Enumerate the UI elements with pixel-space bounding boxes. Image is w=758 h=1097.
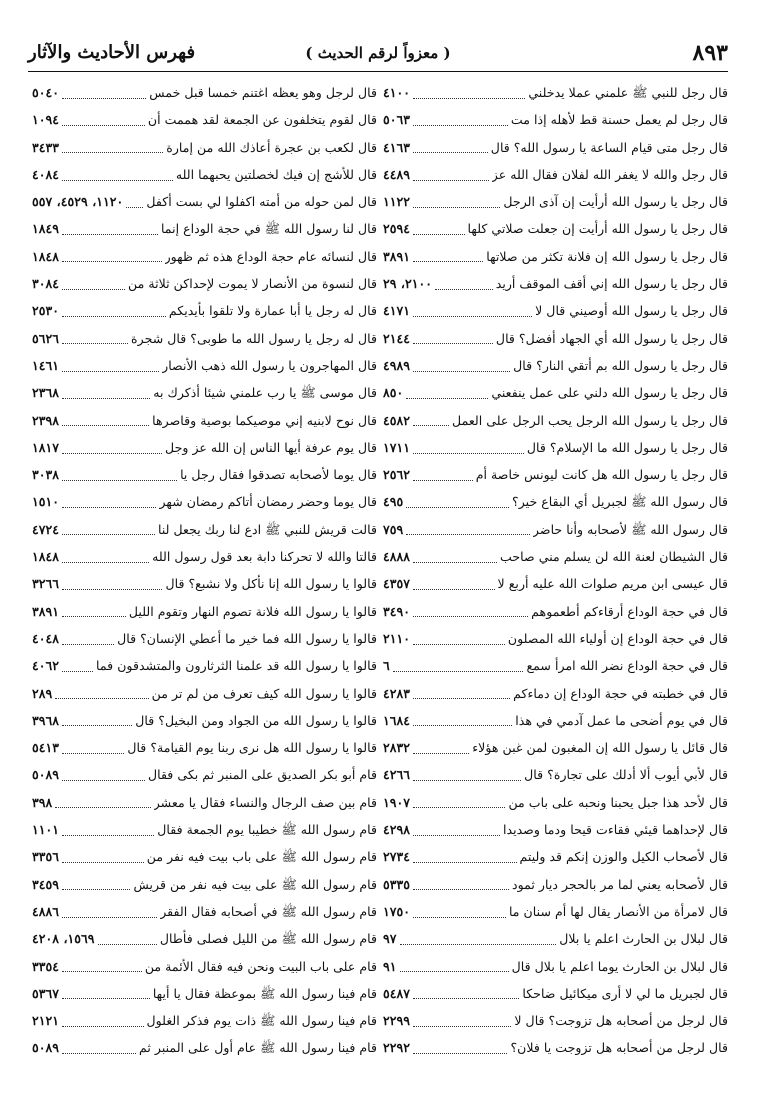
- hadith-number: ٤٢٨٣: [383, 685, 411, 701]
- hadith-number: ٣٤٩٠: [383, 603, 411, 619]
- hadith-number: ٢١٢١: [32, 1013, 60, 1029]
- index-entry: [383, 570, 728, 597]
- entry-text: قال رجل يا رسول الله الرجل يحب الرجل على العمل: [452, 412, 728, 428]
- entry-text: قال له رجل يا رسول الله ما طوبى؟ قال شجرة: [131, 330, 377, 346]
- entry-text: قال رجل والله لا يغفر الله لفلان فقال الله عز: [491, 166, 728, 182]
- entry-text: قام رسول الله ﷺ من الليل فصلى فأطال: [159, 931, 377, 947]
- entry-text: قال في حجة الوداع إن أولياء الله المصلون: [507, 630, 728, 646]
- leader-dots: [62, 970, 142, 972]
- leader-dots: [413, 615, 528, 617]
- hadith-number: ٣٠٨٤: [32, 276, 60, 292]
- leader-dots: [62, 288, 125, 290]
- index-entry: [32, 980, 377, 1007]
- hadith-number: ٢١٤٤: [383, 330, 411, 346]
- entry-text: قال رجل يا رسول الله أوصيني قال لا: [535, 303, 728, 319]
- hadith-number: ١٤٦١: [32, 357, 60, 373]
- hadith-number: ٣٠٣٨: [32, 467, 60, 483]
- index-entry: [32, 243, 377, 270]
- left-column: [32, 79, 377, 1062]
- index-entry: [383, 543, 728, 570]
- index-entry: [383, 761, 728, 788]
- hadith-number: ٤٩٨٩: [383, 357, 411, 373]
- leader-dots: [413, 233, 464, 235]
- index-entry: [32, 297, 377, 324]
- hadith-number: ٨٥٠: [383, 385, 404, 401]
- index-entry: [383, 625, 728, 652]
- index-entry: [32, 79, 377, 106]
- entry-text: قام فينا رسول الله ﷺ ذات يوم فذكر الغلول: [146, 1013, 377, 1029]
- hadith-number: ٢٢٩٩: [383, 1013, 411, 1029]
- leader-dots: [62, 315, 166, 317]
- leader-dots: [62, 179, 173, 181]
- hadith-number: ٥٤١٣: [32, 740, 60, 756]
- entry-text: قال رجل يا رسول الله إن فلانة تكثر من صلاتها: [486, 248, 728, 264]
- entry-text: قالتا والله لا تحركنا دابة بعد قول رسول الله: [152, 549, 377, 565]
- index-entry: [32, 789, 377, 816]
- hadith-number: ٢٧٣٤: [383, 849, 411, 865]
- leader-dots: [413, 997, 519, 999]
- leader-dots: [413, 370, 510, 372]
- index-entry: [383, 898, 728, 925]
- index-entry: [32, 379, 377, 406]
- index-entry: [383, 461, 728, 488]
- index-entry: [32, 925, 377, 952]
- entry-text: قال لامرأة من الأنصار يقال لها أم سنان ما: [508, 903, 728, 919]
- entry-text: قال لإحداهما قيئي فقاءت قيحا ودما وصديدا: [502, 822, 728, 838]
- entry-text: قال رجل يا رسول الله دلني على عمل ينفعني: [491, 385, 728, 401]
- hadith-number: ٥٠٦٣: [383, 112, 411, 128]
- index-entry: [383, 789, 728, 816]
- hadith-number: ٢٣٦٨: [32, 385, 60, 401]
- hadith-number: ٤٠٨٤: [32, 166, 60, 182]
- header-divider: [28, 71, 728, 72]
- index-entry: [383, 925, 728, 952]
- leader-dots: [413, 479, 473, 481]
- hadith-number: ٥٦٢٦: [32, 330, 60, 346]
- hadith-number: ٦: [383, 658, 390, 674]
- leader-dots: [62, 124, 145, 126]
- index-entry: [383, 871, 728, 898]
- leader-dots: [413, 561, 497, 563]
- entry-text: قال في حجة الوداع أرقاءكم أطعموهم: [531, 603, 728, 619]
- entry-text: قال لرجل من أصحابه هل تزوجت؟ قال لا: [514, 1013, 728, 1029]
- index-entry: [32, 215, 377, 242]
- index-entry: [383, 816, 728, 843]
- index-entry: [383, 1034, 728, 1061]
- leader-dots: [413, 124, 508, 126]
- hadith-number: ١١٢٠، ٤٥٢٩، ٥٥٧: [32, 194, 124, 210]
- index-entry: [32, 843, 377, 870]
- index-entry: [32, 680, 377, 707]
- entry-text: قالوا يا رسول الله هل نرى ربنا يوم القيامة؟ قال: [127, 740, 377, 756]
- hadith-number: ٥٠٨٩: [32, 1040, 60, 1056]
- index-entry: [32, 570, 377, 597]
- leader-dots: [62, 916, 157, 918]
- hadith-number: ٣٩٨: [32, 794, 53, 810]
- hadith-number: ١٩٠٧: [383, 794, 411, 810]
- hadith-number: ٤٤٨٩: [383, 166, 411, 182]
- index-entry: [32, 270, 377, 297]
- entry-text: قالوا يا رسول الله من الجواد ومن البخيل؟ قال: [135, 712, 377, 728]
- leader-dots: [413, 588, 494, 590]
- entry-text: قام رسول الله ﷺ على باب بيت فيه نفر من: [146, 849, 377, 865]
- entry-text: قال في يوم أضحى ما عمل آدمي في هذا: [515, 712, 728, 728]
- leader-dots: [413, 260, 483, 262]
- index-entry: [383, 734, 728, 761]
- leader-dots: [55, 806, 150, 808]
- entry-text: قال رجل متى قيام الساعة يا رسول الله؟ قال: [490, 139, 728, 155]
- index-entry: [383, 325, 728, 352]
- entry-text: قال لأصحابه يعني لما مر بالحجر ديار ثمود: [512, 876, 728, 892]
- index-entry: [32, 106, 377, 133]
- leader-dots: [62, 588, 162, 590]
- index-entry: [32, 871, 377, 898]
- index-entry: [383, 488, 728, 515]
- hadith-number: ١١٠١: [32, 822, 60, 838]
- hadith-number: ٢١٠٠، ٢٩: [383, 276, 433, 292]
- leader-dots: [62, 997, 150, 999]
- entry-text: قال رسول الله ﷺ لجبريل أي البقاع خير؟: [512, 494, 728, 510]
- entry-text: قال لمن حوله من أمته اكفلوا لي بست أكفل: [146, 194, 377, 210]
- hadith-number: ١٥١٠: [32, 494, 60, 510]
- hadith-number: ٤٧٢٤: [32, 521, 60, 537]
- hadith-number: ٤١٦٣: [383, 139, 411, 155]
- index-entry: [383, 843, 728, 870]
- leader-dots: [62, 861, 144, 863]
- leader-dots: [406, 533, 530, 535]
- header-subtitle: ( معزواً لرقم الحديث ): [305, 44, 451, 62]
- hadith-number: ٢٣٩٨: [32, 412, 60, 428]
- entry-text: قالوا يا رسول الله فما خير ما أعطي الإنسان؟ قال: [117, 630, 377, 646]
- entry-text: قال لبلال بن الحارث اعلم يا بلال: [559, 931, 728, 947]
- index-entry: [383, 516, 728, 543]
- leader-dots: [62, 670, 93, 672]
- index-entry: [32, 598, 377, 625]
- index-entry: [32, 407, 377, 434]
- entry-text: قال رجل يا رسول الله إني أقف الموقف أريد: [495, 276, 728, 292]
- hadith-number: ١٥٦٩، ٤٢٠٨: [32, 931, 95, 947]
- entry-text: قال رجل يا رسول الله هل كانت ليونس خاصة أم: [475, 467, 728, 483]
- index-entry: [383, 352, 728, 379]
- index-entry: [383, 980, 728, 1007]
- hadith-number: ٤٠٤٨: [32, 630, 60, 646]
- leader-dots: [62, 615, 126, 617]
- hadith-number: ١٦٨٤: [383, 712, 411, 728]
- leader-dots: [55, 697, 148, 699]
- index-entry: [383, 1007, 728, 1034]
- entry-text: قال رجل يا رسول الله أرأيت إن آذى الرجل: [503, 194, 728, 210]
- hadith-number: ٣٨٩١: [32, 603, 60, 619]
- index-entry: [32, 488, 377, 515]
- entry-text: قال لأصحاب الكيل والوزن إنكم قد وليتم: [519, 849, 728, 865]
- leader-dots: [413, 206, 500, 208]
- hadith-number: ٣٩٦٨: [32, 712, 60, 728]
- entry-text: قال لنسوة من الأنصار لا يموت لإحداكن ثلاثة من: [128, 276, 377, 292]
- index-entry: [383, 215, 728, 242]
- hadith-number: ١٨٤٩: [32, 221, 60, 237]
- hadith-number: ١٧٥٠: [383, 903, 411, 919]
- entry-text: قالوا يا رسول الله إنا نأكل ولا نشبع؟ قال: [165, 576, 377, 592]
- hadith-number: ١٠٩٤: [32, 112, 60, 128]
- leader-dots: [400, 970, 509, 972]
- entry-text: قالوا يا رسول الله قد علمنا الثرثارون والمتشدقون فما: [96, 658, 377, 674]
- leader-dots: [413, 179, 489, 181]
- hadith-number: ٤٣٥٧: [383, 576, 411, 592]
- index-entry: [383, 297, 728, 324]
- index-entry: [32, 734, 377, 761]
- entry-text: قال موسى ﷺ يا رب علمني شيئا أذكرك به: [153, 385, 377, 401]
- entry-text: قالوا يا رسول الله فلانة تصوم النهار وتقوم الليل: [128, 603, 377, 619]
- leader-dots: [413, 697, 510, 699]
- leader-dots: [413, 97, 525, 99]
- page-header: [28, 40, 728, 66]
- leader-dots: [413, 151, 488, 153]
- leader-dots: [413, 834, 500, 836]
- entry-text: قال رجل يا رسول الله أرأيت إن جعلت صلاتي كلها: [467, 221, 728, 237]
- entry-text: قال لرجل من أصحابه هل تزوجت يا فلان؟: [510, 1040, 728, 1056]
- index-entry: [32, 625, 377, 652]
- entry-text: قام رسول الله ﷺ على بيت فيه نفر من قريش: [133, 876, 377, 892]
- index-entry: [383, 188, 728, 215]
- entry-text: قال رجل يا رسول الله أي الجهاد أفضل؟ قال: [495, 330, 728, 346]
- leader-dots: [98, 943, 157, 945]
- page-number: ٨٩٣: [692, 40, 728, 66]
- index-entry: [32, 707, 377, 734]
- index-entry: [383, 434, 728, 461]
- leader-dots: [126, 206, 143, 208]
- hadith-number: ٥٤٨٧: [383, 985, 411, 1001]
- index-entry: [383, 243, 728, 270]
- index-title: فهرس الأحاديث والآثار: [28, 42, 196, 63]
- leader-dots: [413, 1052, 507, 1054]
- leader-dots: [62, 506, 156, 508]
- hadith-number: ٤٨٨٦: [32, 903, 60, 919]
- entry-text: قال للأشج إن فيك لخصلتين يحبهما الله: [175, 166, 377, 182]
- leader-dots: [413, 452, 524, 454]
- leader-dots: [62, 97, 146, 99]
- hadith-number: ٣٤٥٩: [32, 876, 60, 892]
- entry-text: قال المهاجرون يا رسول الله ذهب الأنصار: [162, 357, 377, 373]
- hadith-number: ٤١٠٠: [383, 85, 411, 100]
- entry-text: قال في حجة الوداع نضر الله امرأ سمع: [526, 658, 728, 674]
- hadith-number: ١٨٤٨: [32, 248, 60, 264]
- entry-text: قال لنا رسول الله ﷺ في حجة الوداع إنما: [160, 221, 377, 237]
- hadith-number: ٤٩٥: [383, 494, 404, 510]
- entry-text: قال رجل يا رسول الله ما الإسلام؟ قال: [526, 439, 728, 455]
- leader-dots: [62, 724, 132, 726]
- leader-dots: [413, 724, 512, 726]
- index-entry: [32, 652, 377, 679]
- hadith-number: ٧٥٩: [383, 521, 404, 537]
- entry-text: قالوا يا رسول الله كيف تعرف من لم تر من: [151, 685, 377, 701]
- entry-text: قال يوما وحضر رمضان أتاكم رمضان شهر: [159, 494, 377, 510]
- leader-dots: [406, 506, 509, 508]
- leader-dots: [62, 342, 128, 344]
- index-entry: [32, 1007, 377, 1034]
- entry-text: قام فينا رسول الله ﷺ عام أول على المنبر ثم: [138, 1040, 377, 1056]
- index-entry: [32, 516, 377, 543]
- leader-dots: [413, 888, 509, 890]
- index-entry: [383, 953, 728, 980]
- entry-text: قال رجل للنبي ﷺ علمني عملا يدخلني: [528, 85, 728, 100]
- entry-text: قام أبو بكر الصديق على المنبر ثم بكى فقال: [147, 767, 377, 783]
- entry-text: قال قائل يا رسول الله إن المغبون لمن غبن هؤلاء: [472, 740, 728, 756]
- entry-text: قال لجبريل ما لي لا أرى ميكائيل ضاحكا: [522, 985, 728, 1001]
- entry-text: قال لأبي أيوب ألا أدلك على تجارة؟ قال: [524, 767, 728, 783]
- hadith-number: ٤٥٨٢: [383, 412, 411, 428]
- leader-dots: [413, 779, 521, 781]
- leader-dots: [393, 670, 524, 672]
- leader-dots: [413, 315, 532, 317]
- entry-text: قال يوم عرفة أيها الناس إن الله عز وجل: [165, 439, 377, 455]
- index-entry: [383, 680, 728, 707]
- index-entry: [32, 188, 377, 215]
- index-entry: [383, 106, 728, 133]
- hadith-number: ٤٢٦٦: [383, 767, 411, 783]
- leader-dots: [62, 479, 177, 481]
- leader-dots: [62, 779, 145, 781]
- hadith-number: ٥٣٦٧: [32, 985, 60, 1001]
- hadith-number: ٤٨٨٨: [383, 549, 411, 565]
- hadith-number: ٩١: [383, 958, 397, 974]
- index-entry: [383, 407, 728, 434]
- hadith-number: ٢٨٣٢: [383, 740, 411, 756]
- index-entry: [32, 761, 377, 788]
- index-entry: [383, 134, 728, 161]
- index-entry: [383, 652, 728, 679]
- entry-text: قال لرجل وهو يعظه اغتنم خمسا قبل خمس: [149, 85, 377, 100]
- leader-dots: [62, 151, 163, 153]
- entry-text: قال الشيطان لعنة الله لن يسلم مني صاحب: [500, 549, 728, 565]
- leader-dots: [62, 452, 162, 454]
- leader-dots: [62, 370, 159, 372]
- leader-dots: [62, 561, 149, 563]
- index-entry: [32, 898, 377, 925]
- leader-dots: [413, 752, 469, 754]
- index-entry: [383, 598, 728, 625]
- entry-text: قال يوما لأصحابه تصدقوا فقال رجل يا: [180, 467, 377, 483]
- leader-dots: [413, 643, 505, 645]
- entry-text: قال رجل لم يعمل حسنة قط لأهله إذا مت: [510, 112, 728, 128]
- entry-text: قال في خطبته في حجة الوداع إن دماءكم: [513, 685, 728, 701]
- leader-dots: [62, 643, 114, 645]
- hadith-number: ١٧١١: [383, 439, 411, 455]
- index-entry: [32, 953, 377, 980]
- leader-dots: [413, 806, 505, 808]
- leader-dots: [406, 397, 488, 399]
- index-entry: [32, 1034, 377, 1061]
- right-column: [383, 79, 728, 1062]
- leader-dots: [413, 424, 449, 426]
- entry-text: قال له رجل يا أبا عمارة ولا تلقوا بأيديكم: [168, 303, 377, 319]
- entry-text: قال لأحد هذا جبل يحبنا ونحبه على باب من: [508, 794, 728, 810]
- hadith-number: ١٨١٧: [32, 439, 60, 455]
- index-entry: [32, 543, 377, 570]
- entry-text: قالت قريش للنبي ﷺ ادع لنا ربك يجعل لنا: [158, 521, 377, 537]
- hadith-number: ٥٠٤٠: [32, 85, 60, 100]
- index-entry: [383, 79, 728, 106]
- leader-dots: [62, 752, 124, 754]
- entry-text: قال لنسائه عام حجة الوداع هذه ثم ظهور: [164, 248, 377, 264]
- hadith-number: ١١٢٢: [383, 194, 411, 210]
- leader-dots: [62, 233, 158, 235]
- leader-dots: [62, 1052, 136, 1054]
- hadith-number: ٥٠٨٩: [32, 767, 60, 783]
- entry-text: قام فينا رسول الله ﷺ بموعظة فقال يا أيها: [152, 985, 377, 1001]
- leader-dots: [62, 424, 149, 426]
- hadith-number: ٢١١٠: [383, 630, 411, 646]
- index-entry: [32, 325, 377, 352]
- leader-dots: [62, 397, 150, 399]
- hadith-number: ٣٣٥٦: [32, 849, 60, 865]
- index-entry: [32, 461, 377, 488]
- hadith-number: ٥٣٣٥: [383, 876, 411, 892]
- hadith-number: ٢٥٩٤: [383, 221, 411, 237]
- hadith-number: ٣٢٦٦: [32, 576, 60, 592]
- entry-text: قال لبلال بن الحارث يوما اعلم يا بلال قال: [511, 958, 728, 974]
- hadith-number: ٢٨٩: [32, 685, 53, 701]
- entry-text: قام على باب البيت ونحن فيه فقال الأئمة من: [144, 958, 377, 974]
- hadith-number: ٤٠٦٢: [32, 658, 60, 674]
- hadith-number: ٤١٧١: [383, 303, 411, 319]
- entry-text: قال لقوم يتخلفون عن الجمعة لقد هممت أن: [147, 112, 377, 128]
- index-entry: [32, 352, 377, 379]
- index-entry: [32, 434, 377, 461]
- leader-dots: [413, 342, 493, 344]
- entry-text: قال رسول الله ﷺ لأصحابه وأنا حاضر: [532, 521, 728, 537]
- index-entry: [383, 707, 728, 734]
- leader-dots: [62, 888, 130, 890]
- hadith-number: ٣٨٩١: [383, 248, 411, 264]
- leader-dots: [413, 916, 506, 918]
- index-entry: [32, 161, 377, 188]
- entry-text: قام بين صف الرجال والنساء فقال يا معشر: [153, 794, 377, 810]
- leader-dots: [435, 288, 493, 290]
- hadith-number: ٩٧: [383, 931, 397, 947]
- leader-dots: [62, 533, 155, 535]
- leader-dots: [62, 834, 154, 836]
- entry-text: قام رسول الله ﷺ خطيبا يوم الجمعة فقال: [157, 822, 377, 838]
- hadith-number: ٣٤٣٣: [32, 139, 60, 155]
- leader-dots: [400, 943, 557, 945]
- hadith-number: ٢٢٩٢: [383, 1040, 411, 1056]
- entry-text: قال نوح لابنيه إني موصيكما بوصية وقاصرها: [152, 412, 377, 428]
- index-entry: [383, 379, 728, 406]
- entry-text: قال رجل يا رسول الله بم أتقي النار؟ قال: [513, 357, 728, 373]
- leader-dots: [62, 260, 162, 262]
- index-entry: [383, 270, 728, 297]
- index-entry: [383, 161, 728, 188]
- entry-text: قال عيسى ابن مريم صلوات الله عليه أربع لا: [497, 576, 728, 592]
- leader-dots: [413, 861, 516, 863]
- index-entry: [32, 816, 377, 843]
- hadith-number: ٣٣٥٤: [32, 958, 60, 974]
- hadith-number: ١٨٤٨: [32, 549, 60, 565]
- hadith-number: ٤٢٩٨: [383, 822, 411, 838]
- leader-dots: [62, 1025, 143, 1027]
- hadith-number: ٢٥٦٢: [383, 467, 411, 483]
- index-entry: [32, 134, 377, 161]
- entry-text: قام رسول الله ﷺ في أصحابه فقال الفقر: [160, 903, 377, 919]
- leader-dots: [413, 1025, 511, 1027]
- hadith-number: ٢٥٣٠: [32, 303, 60, 319]
- entry-text: قال لكعب بن عجرة أعاذك الله من إمارة: [166, 139, 377, 155]
